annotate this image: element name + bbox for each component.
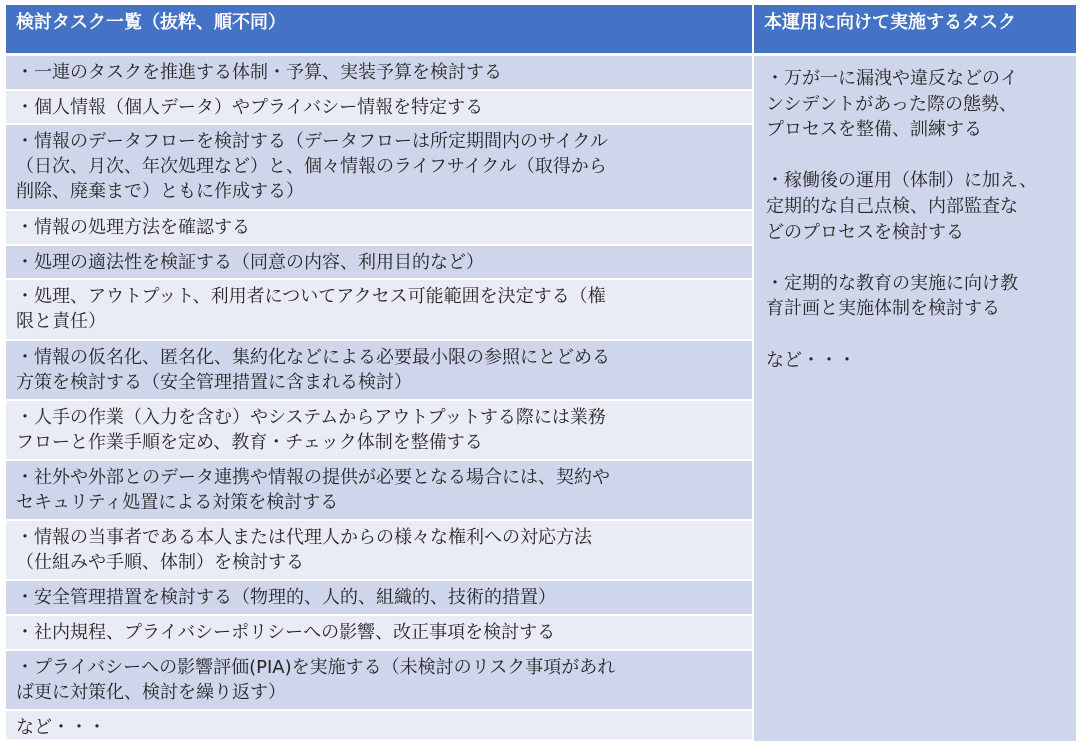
operation-task-1: ・万が一に漏洩や違反などのイ ンシデントがあった際の態勢、 プロセスを整備、訓練する [766,68,1018,141]
left-column-header: 検討タスク一覧（抜粋、順不同） [6,5,752,53]
right-column-header: 本運用に向けて実施するタスク [754,5,1076,53]
task-row-2: ・個人情報（個人データ）やプライバシー情報を特定する [6,91,752,125]
task-table [6,5,1076,741]
task-row-4: ・情報の処理方法を確認する [6,211,752,246]
task-row-14: など・・・ [6,711,752,741]
task-row-1: ・一連のタスクを推進する体制・予算、実装予算を検討する [6,56,752,91]
task-row-13: ・プライバシーへの影響評価(PIA)を実施する（未検討のリスク事項があれ ば更に対策化、検討を繰り返す） [6,651,752,711]
task-row-5: ・処理の適法性を検証する（同意の内容、利用目的など） [6,246,752,280]
task-row-9: ・社外や外部とのデータ連携や情報の提供が必要となる場合には、契約や セキュリティ処置による対策を検討する [6,461,752,521]
operation-task-etc: など・・・ [766,349,856,371]
task-row-11: ・安全管理措置を検討する（物理的、人的、組織的、技術的措置） [6,581,752,616]
task-row-3: ・情報のデータフローを検討する（データフローは所定期間内のサイクル （日次、月次、年次処理など）と、個々情報のライフサイクル（取得から 削除、廃棄まで）ともに作成する） [6,125,752,211]
operation-task-3: ・定期的な教育の実施に向け教 育計画と実施体制を検討する [766,272,1018,320]
operation-task-2: ・稼働後の運用（体制）に加え、 定期的な自己点検、内部監査な どのプロセスを検討する [766,170,1038,243]
task-row-8: ・人手の作業（入力を含む）やシステムからアウトプットする際には業務 フローと作業手順を定め、教育・チェック体制を整備する [6,401,752,461]
task-row-7: ・情報の仮名化、匿名化、集約化などによる必要最小限の参照にとどめる 方策を検討する（安全管理措置に含まれる検討） [6,341,752,401]
operation-task-list [754,56,1076,741]
task-row-6: ・処理、アウトプット、利用者についてアクセス可能範囲を決定する（権 限と責任） [6,280,752,341]
task-row-12: ・社内規程、プライバシーポリシーへの影響、改正事項を検討する [6,616,752,651]
task-row-10: ・情報の当事者である本人または代理人からの様々な権利への対応方法 （仕組みや手順、体制）を検討する [6,521,752,581]
